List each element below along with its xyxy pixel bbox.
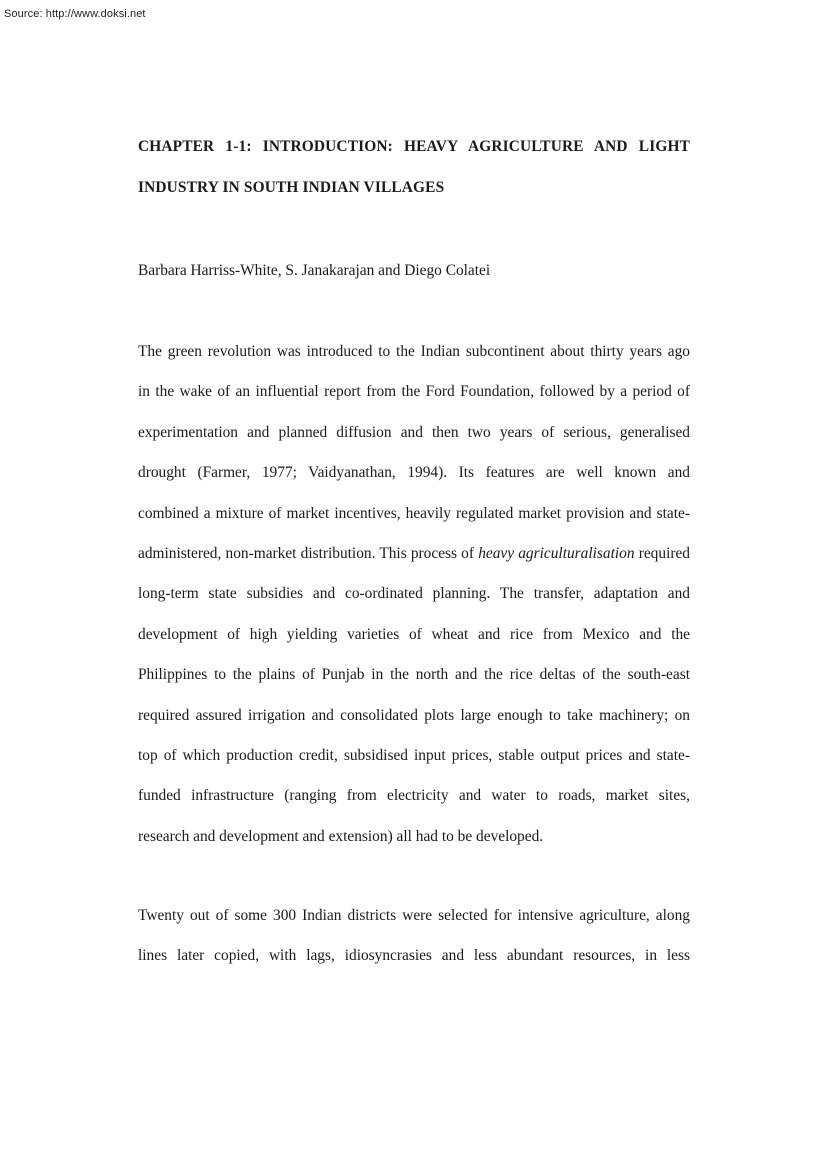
paragraph-1-line: in the wake of an influential report from the Ford Foundation, followed by a period of bbox=[138, 383, 690, 401]
paragraph-2 bbox=[138, 896, 690, 977]
paragraph-1-line: The green revolution was introduced to the Indian subcontinent about thirty years ago bbox=[138, 343, 690, 360]
paragraph-1-line: Philippines to the plains of Punjab in the north and the rice deltas of the south-east bbox=[138, 666, 690, 684]
chapter-title-line-1: CHAPTER 1-1: INTRODUCTION: HEAVY AGRICULTURE AND LIGHT bbox=[138, 138, 690, 155]
paragraph-1-line: drought (Farmer, 1977; Vaidyanathan, 1994). Its features are well known and bbox=[138, 464, 690, 482]
paragraph-1-line: experimentation and planned diffusion and then two years of serious, generalised bbox=[138, 423, 690, 441]
paragraph-1-line: research and development and extension) all had to be developed. bbox=[138, 827, 544, 845]
emphasized-term: heavy agriculturalisation bbox=[478, 545, 635, 563]
source-url: Source: http://www.doksi.net bbox=[4, 8, 146, 20]
paragraph-1-line: combined a mixture of market incentives, heavily regulated market provision and state- bbox=[138, 504, 690, 522]
paragraph-1-line: required assured irrigation and consolidated plots large enough to take machinery; on bbox=[138, 706, 690, 724]
paragraph-2-line: lines later copied, with lags, idiosyncrasies and less abundant resources, in less bbox=[138, 947, 690, 965]
paragraph-1-line: long-term state subsidies and co-ordinated planning. The transfer, adaptation and bbox=[138, 585, 690, 603]
paragraph-2-line: Twenty out of some 300 Indian districts were selected for intensive agriculture, along bbox=[138, 907, 690, 924]
paragraph-1-line-emphasis bbox=[138, 534, 690, 574]
paragraph-1-line: development of high yielding varieties of wheat and rice from Mexico and the bbox=[138, 625, 690, 643]
authors: Barbara Harriss-White, S. Janakarajan and Diego Colatei bbox=[138, 262, 491, 279]
line-text: required bbox=[638, 545, 690, 563]
chapter-title bbox=[138, 126, 690, 208]
line-text: administered, non-market distribution. This process of bbox=[138, 545, 475, 563]
paragraph-1 bbox=[138, 332, 690, 857]
paragraph-1-line: funded infrastructure (ranging from electricity and water to roads, market sites, bbox=[138, 787, 690, 805]
chapter-title-line-2: INDUSTRY IN SOUTH INDIAN VILLAGES bbox=[138, 179, 445, 196]
paragraph-1-line: top of which production credit, subsidised input prices, stable output prices and state- bbox=[138, 747, 690, 765]
